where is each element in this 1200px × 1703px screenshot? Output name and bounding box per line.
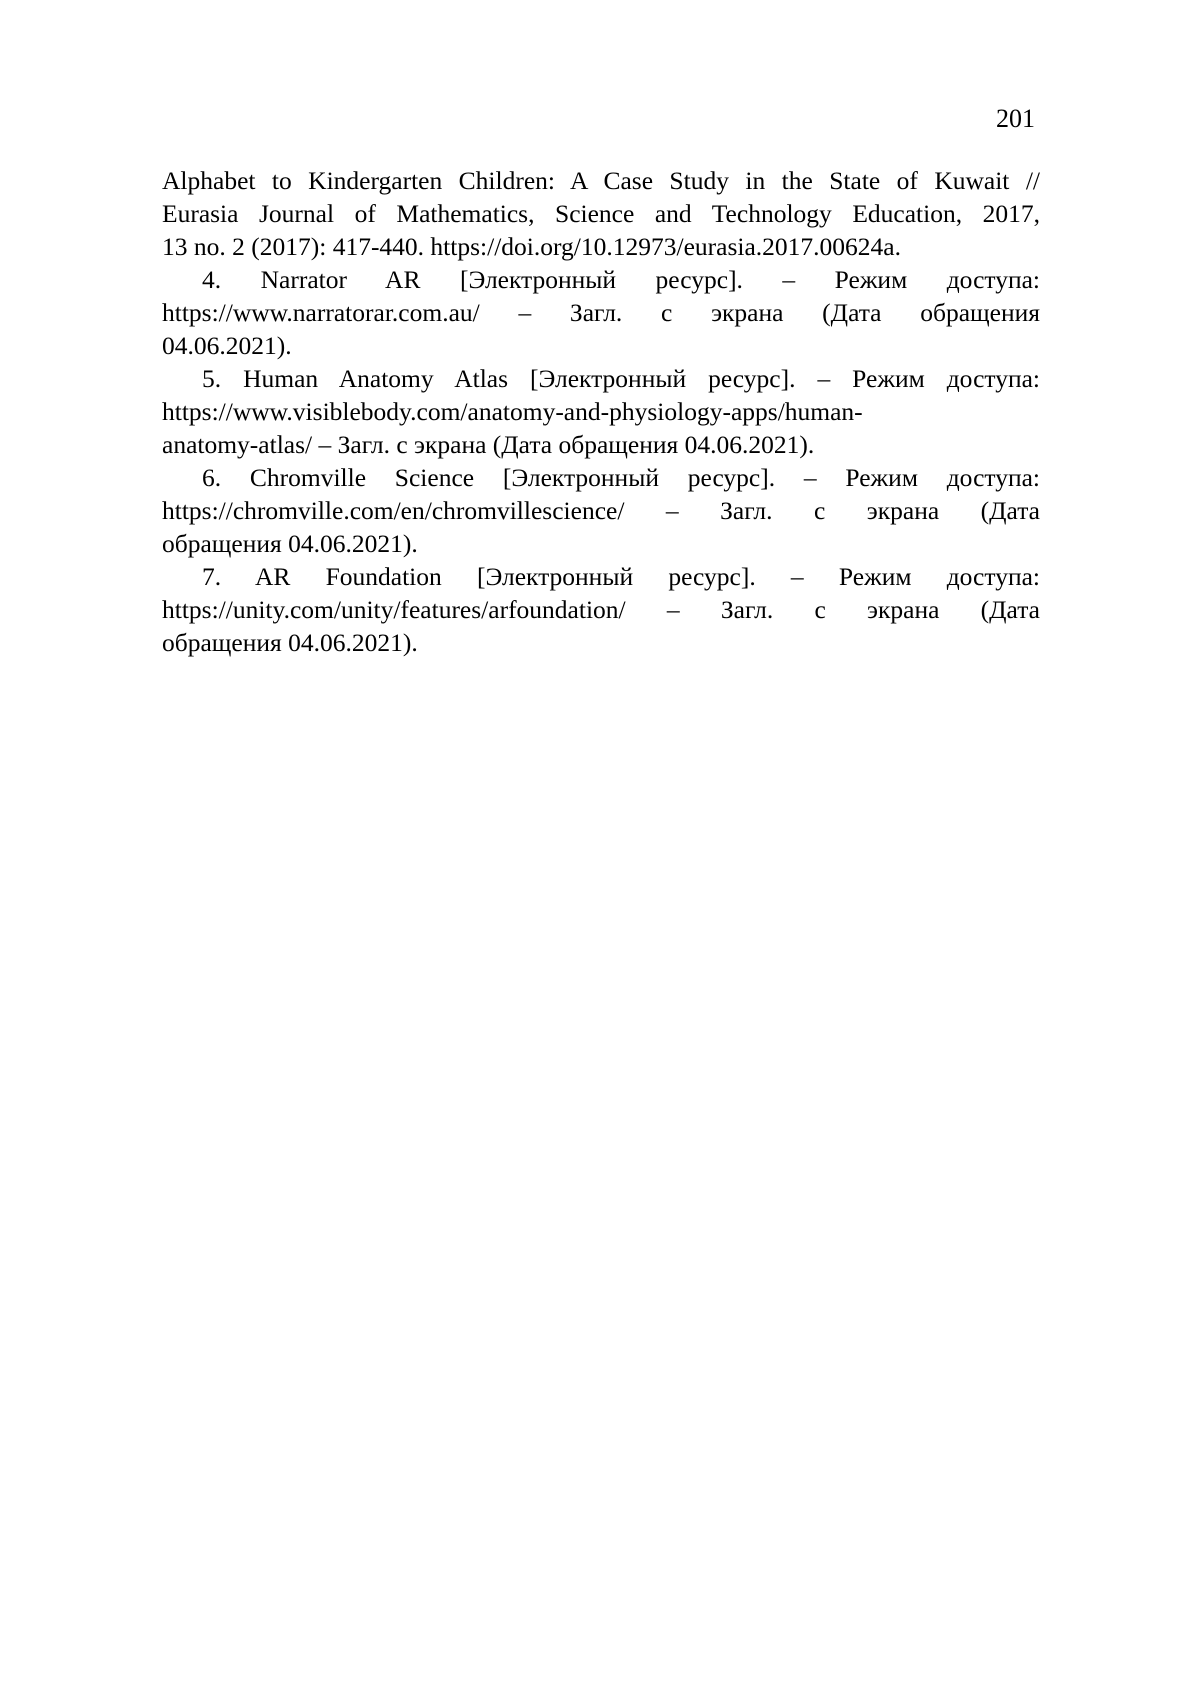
reference-7-line-2: https://unity.com/unity/features/arfoundation/ – Загл. с экрана (Дата (162, 595, 1040, 624)
reference-3-line-2: Eurasia Journal of Mathematics, Science and Technology Education, 2017, (162, 199, 1040, 228)
reference-7-line-1: 7. AR Foundation [Электронный ресурс]. – Режим доступа: (202, 562, 1040, 591)
reference-5-line-1: 5. Human Anatomy Atlas [Электронный ресурс]. – Режим доступа: (202, 364, 1040, 393)
reference-6-line-1: 6. Chromville Science [Электронный ресурс]. – Режим доступа: (202, 463, 1040, 492)
reference-6-line-3: обращения 04.06.2021). (162, 529, 418, 558)
page-number: 201 (996, 104, 1035, 133)
reference-5-line-3: anatomy-atlas/ – Загл. с экрана (Дата обращения 04.06.2021). (162, 430, 815, 459)
reference-7-line-3: обращения 04.06.2021). (162, 628, 418, 657)
reference-list (162, 164, 1040, 659)
reference-3-line-3: 13 no. 2 (2017): 417-440. https://doi.org/10.12973/eurasia.2017.00624a. (162, 232, 901, 261)
reference-4-line-2: https://www.narratorar.com.au/ – Загл. с экрана (Дата обращения (162, 298, 1040, 327)
reference-6-line-2: https://chromville.com/en/chromvillescience/ – Загл. с экрана (Дата (162, 496, 1040, 525)
reference-4-line-3: 04.06.2021). (162, 331, 292, 360)
reference-3-line-1: Alphabet to Kindergarten Children: A Case Study in the State of Kuwait // (162, 166, 1040, 195)
reference-4-line-1: 4. Narrator AR [Электронный ресурс]. – Режим доступа: (202, 265, 1040, 294)
reference-5-line-2: https://www.visiblebody.com/anatomy-and-physiology-apps/human- (162, 397, 863, 426)
